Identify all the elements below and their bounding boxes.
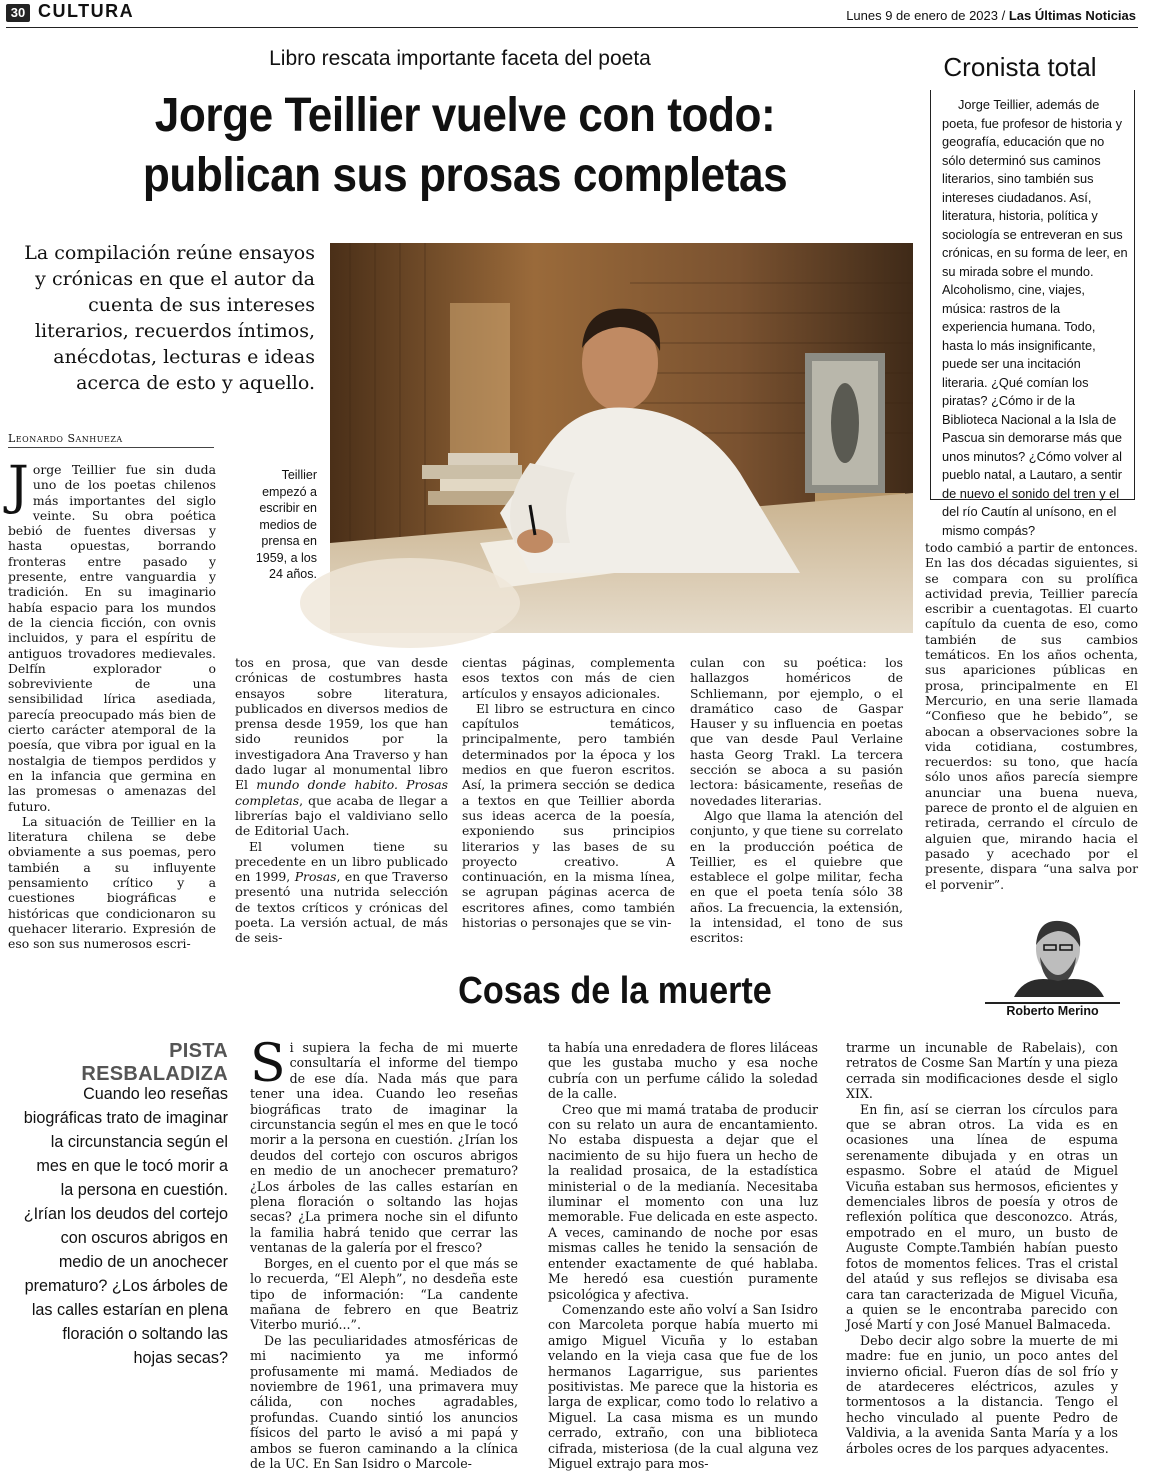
column-paragraph: ta había una enredadera de flores liláceas que les gustaba mucho y esa noche cubría con un perfume cálido la soledad de la calle. [548,1040,818,1102]
dateline-separator: / [998,8,1009,23]
column-paragraph: De las peculiaridades atmosféricas de mi nacimiento ya me informó profusamente mi mamá. Mediados de noviembre de 1961, una primavera muy cálida, con noches agradables, profundas. Cuando sintió los anuncios físicos del parto le avisó a mi papá y ambos se fueron caminando a la clínica de la UC. En San Isidro o Marcole- [250,1332,518,1471]
header-rule [6,27,1138,28]
pull-quote-text: Cuando leo reseñas biográficas trato de imaginar la circunstancia según el mes en que le tocó morir a la persona en cuestión. ¿Irían los deudos del cortejo con oscuros abrigos en medio de un anochecer prematuro? ¿Los árboles de las calles estarían en plena floración o soltando las hojas secas? [23,1085,228,1367]
headline-line-1: Jorge Teillier vuelve con todo: [154,89,776,142]
article-paragraph: cientas páginas, complementa esos textos con más de cien artículos y ensayos adicionales. [462,655,675,701]
book-title: mundo donde habito. Prosas completas [235,777,448,808]
paragraph-text: El volumen tiene su precedente en un libro publicado en 1999, [235,838,448,885]
article-column-2 [235,655,448,946]
paragraph-text: tos en prosa, que van desde crónicas de costumbres hasta ensayos sobre literatura, publicados en diversos medios de prensa desde 1959, los que han sido reunidos por la investigadora Ana Traverso y han dado lugar al monumental libro El [235,655,448,793]
article-photo [330,243,913,633]
article-paragraph: La situación de Teillier en la literatura chilena se debe obviamente a sus poemas, pero también a su influyente pensamiento crítico y a cuestiones biográficas e históricas que condicionaron su quehacer literario. Expresión de eso son sus numerosos escri- [8,813,216,952]
article-kicker: Libro rescata importante faceta del poeta [269,47,651,70]
article-column-5 [925,540,1138,910]
article-column-3 [462,655,675,930]
paragraph-text: orge Teillier fue sin duda uno de los poetas chilenos más importantes del siglo veinte. Su obra poética bebió de fuentes diversas y hasta opuestas, borrando fronteras entre pasado y presente, entre vanguardia y tradición. En su imaginario había espacio para los mundos de la ciencia ficción, con ovnis incluidos, y para el espíritu de antiguos trovadores medievales. Delfín explorador o sobreviviente de una sensibilidad lírica asediada, parecía preocupado más bien de cierto carácter atemporal de la poesía, que vibra por igual en la nostalgia de tiempos perdidos y en la infancia que germina en las promesas o amenazas del futuro. [8,462,216,814]
column-paragraph: Creo que mi mamá trataba de producir con su relato un aura de encantamiento. No estaba dispuesta a dejar que el nacimiento de su hijo fuera un hecho de la realidad prosaica, de la estadística ministerial o de la medianía. Necesitaba iluminar el momento con una luz memorable. Fue delicada en este aspecto. A veces, caminando de noche por esas mismas calles he tenido la sensación de entender exactamente de qué hablaba. Me heredó esa cuestión puramente psicológica y afectiva. [548,1101,818,1302]
column-body-1 [250,1034,518,1471]
issue-date: Lunes 9 de enero de 2023 [846,8,998,23]
poet-writing-photo [330,243,913,633]
column-author: Roberto Merino [1006,1004,1099,1018]
drop-cap: J [8,456,29,516]
column-paragraph: Debo decir algo sobre la muerte de mi madre: fue en junio, un poco antes del invierno oficial. Fueron días de sol frío y de atardeceres eléctricos, azules y tormentosos a la distancia. Tengo el hecho vinculado al puente Pedro de Valdivia, a la avenida Santa María y a los árboles ocres de los parques adyacentes. [846,1332,1118,1456]
page-number: 30 [6,4,30,22]
sidebar-text: Jorge Teillier, además de poeta, fue profesor de historia y geografía, educación que no sólo determinó sus caminos literarios, sino también sus intereses ciudadanos. Así, literatura, historia, política y sociología se entreveran en sus crónicas, en su forma de leer, en su mirada sobre el mundo. Alcoholismo, cine, viajes, música: rastros de la experiencia humana. Todo, hasta lo más insignificante, puede ser una incitación literaria. ¿Qué comían los piratas? ¿Cómo ir de la Biblioteca Nacional a la Isla de Pascua sin demorarse más que unos minutos? ¿Cómo volver al pueblo natal, a Lautaro, a sentir de nuevo el sonido del tren y el del río Cautín al unísono, en el mismo compás? [942,97,1128,538]
photo-caption: Teillier empezó a escribir en medios de prensa en 1959, a los 24 años. [255,468,317,581]
column-paragraph [250,1034,518,1256]
article-paragraph: Algo que llama la atención del conjunto, y que tiene su correlato en la producción poética de Teillier, es el quiebre que establece el golpe militar, fecha en que el poeta tenía sólo 38 años. La frecuencia, la extensión, la intensidad, el tono de sus escritos: [690,807,903,946]
column-paragraph: Borges, en el cuento por el que más se lo recuerda, “El Aleph”, no desdeña este tipo de información: “La candente mañana de febrero en que Beatriz Viterbo murió...”. [250,1255,518,1333]
article-headline [111,86,819,206]
article-byline: Leonardo Sanhueza [8,432,214,448]
column-body-3 [846,1040,1118,1458]
column-body-2 [548,1040,818,1471]
section-title: CULTURA [38,1,135,21]
paragraph-text: , en que Traverso presentó una nutrida selección de textos críticos y crónicas del poeta. La versión actual, de más de seis- [235,869,448,946]
column-paragraph: En fin, así se cierran los círculos para que se abran otros. La vida es en ocasiones una línea de espuma serenamente dibujada y en otras un espasmo. Sobre el ataúd de Miguel Vicuña estaban sus hermosos, eficientes y demenciales libros de poesía y otros de reflexión política que desconozco. Atrás, empotrado en el muro, un busto de Auguste Compte.También habían puesto fotos de momentos felices. Tras el cristal del ataúd y sus reflejos se divisaba esa cara tan caracterizada de Miguel Vicuña, a quien se le encontraba parecido con José Martí y con José Manuel Balmaceda. [846,1101,1118,1333]
paragraph-text: , que acaba de llegar a librerías bajo el valdiviano sello de Editorial Uach. [235,792,448,839]
sidebar-title: Cronista total [943,52,1097,82]
newspaper-name: Las Últimas Noticias [1008,8,1136,23]
article-paragraph: El libro se estructura en cinco capítulos temáticos, principalmente, pero también determinados por la época y los medios en que fueron escritos. Así, la primera sección se dedica a textos en que Teillier aborda sus ideas acerca de la poesía, exponiendo sus principios literarios y las bases de su proyecto creativo. A continuación, en la misma línea, se agrupan páginas acerca de escritores afines, como también historias o personajes que se vin- [462,700,675,931]
column-paragraph: trarme un incunable de Rabelais), con retratos de Cosme San Martín y una pieza cerrada sin modificaciones desde el siglo XIX. [846,1040,1118,1102]
article-column-1 [8,456,216,952]
article-deck: La compilación reúne ensayos y crónicas en que el autor da cuenta de sus intereses literarios, recuerdos íntimos, anécdotas, lecturas e ideas acerca de esto y aquello. [24,242,315,394]
article-paragraph [8,456,216,814]
header-dateline [846,8,1136,23]
column-paragraph: Comenzando este año volví a San Isidro con Marcoleta porque había muerto mi amigo Miguel Vicuña y lo estaban velando en la vieja casa que fue de los hermanos Lagarrigue, sus parientes positivistas. Me parece que la historia es larga de explicar, como todo lo relativo a Miguel. La casa misma es un mundo cerrado, extraño, con una biblioteca cifrada, misteriosa (de la cual alguna vez Miguel extrajo para mos- [548,1301,818,1471]
article-paragraph [235,655,448,839]
column-title: Cosas de la muerte [458,970,772,1012]
drop-cap: S [250,1034,286,1094]
author-portrait [1000,915,1110,997]
headline-line-2: publican sus prosas completas [142,149,788,202]
article-paragraph [235,839,448,946]
article-paragraph: todo cambió a partir de entonces. En las dos décadas siguientes, si se compara con su prolífica actividad previa, Teillier parecía escribir a cuentagotas. El cuarto capítulo da cuenta de eso, como también de sus cambios temáticos. En los años ochenta, sus apariciones públicas en prosa, principalmente en El Mercurio, en una serie llamada “Confieso que he bebido”, se abocan a observaciones sobre la vida cotidiana, costumbres, recuerdos: su tono, que hacía sólo unos años parecía siempre anunciar una buena nueva, parece de pronto el de alguien en retirada, cerrando el círculo de alguien que, mirando hacia el pasado y acechado por el presente, dispara “una salva por el porvenir”. [925,540,1138,892]
author-portrait-illustration [1000,915,1110,997]
article-column-4 [690,655,903,946]
article-paragraph: culan con su poética: los hallazgos homéricos de Schliemann, por ejemplo, o el dramático caso de Gaspar Hauser y su influencia en poetas que van desde Paul Verlaine hasta Georg Trakl. La tercera sección se aboca a su pasión lectora: básicamente, reseñas de novedades literarias. [690,655,903,808]
book-title: Prosas [294,869,337,885]
pull-quote-title: PISTA RESBALADIZA [81,1040,228,1085]
paragraph-text: i supiera la fecha de mi muerte consultaría el informe del tiempo de ese día. Nada más que para tener una idea. Cuando leo reseñas biográficas trato de imaginar la circunstancia según el mes en que le tocó morir a la persona en cuestión. ¿Irían los deudos del cortejo con oscuros abrigos en medio de un anochecer prematuro? ¿Los árboles de las calles estarían en plena floración o soltando las hojas secas? ¿La primera noche sin el difunto la familia habrá tenido que cerrar las ventanas de la galería por el fresco? [250,1040,518,1256]
